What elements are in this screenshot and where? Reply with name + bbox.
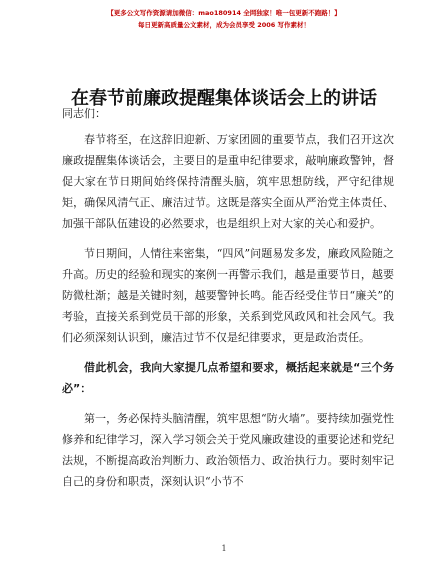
document-body (62, 103, 394, 501)
page-number: 1 (221, 544, 227, 553)
paragraph-4: 第一，务必保持头脑清醒，筑牢思想“防火墙”。要持续加强党性修养和纪律学习，深入学习领会关于党风廉政建设的重要论述和党纪法规，不断提高政治判断力、政治领悟力、政治执行力。要时刻牢记自己的身份和职责，深刻认识“小节不 (62, 412, 394, 488)
promo-banner-line-2: 每日更新高质量公文素材，成为会员享受 2006 写作素材！ (137, 21, 311, 29)
paragraph-3-emphasis: 借此机会，我向大家提几点希望和要求，概括起来就是“三个务必”： (62, 361, 394, 395)
paragraph-2: 节日期间，人情往来密集，“四风”问题易发多发，廉政风险随之升高。历史的经验和现实的案例一再警示我们，越是重要节日，越要防微杜渐；越是关键时刻，越要警钟长鸣。能否经受住节日“廉关”的考验，直接关系到党员干部的形象，关系到党风政风和社会风气。我们必须深刻认识到，廉洁过节不仅是纪律要求，更是政治责任。 (62, 247, 394, 344)
document-title: 在春节前廉政提醒集体谈话会上的讲话 (71, 88, 377, 109)
promo-banner-line-1: 【更多公文写作资源请加微信：mao180914 全网独家！唯一包更新不跑路！】 (107, 9, 341, 17)
paragraph-1: 春节将至，在这辞旧迎新、万家团圆的重要节点，我们召开这次廉政提醒集体谈话会，主要目的是重申纪律要求，敲响廉政警钟，督促大家在节日期间始终保持清醒头脑，筑牢思想防线，严守纪律规矩，确保风清气正、廉洁过节。这既是落实全面从严治党主体责任、加强干部队伍建设的必然要求，也是组织上对大家的关心和爱护。 (62, 133, 394, 230)
salutation: 同志们： (62, 107, 106, 120)
